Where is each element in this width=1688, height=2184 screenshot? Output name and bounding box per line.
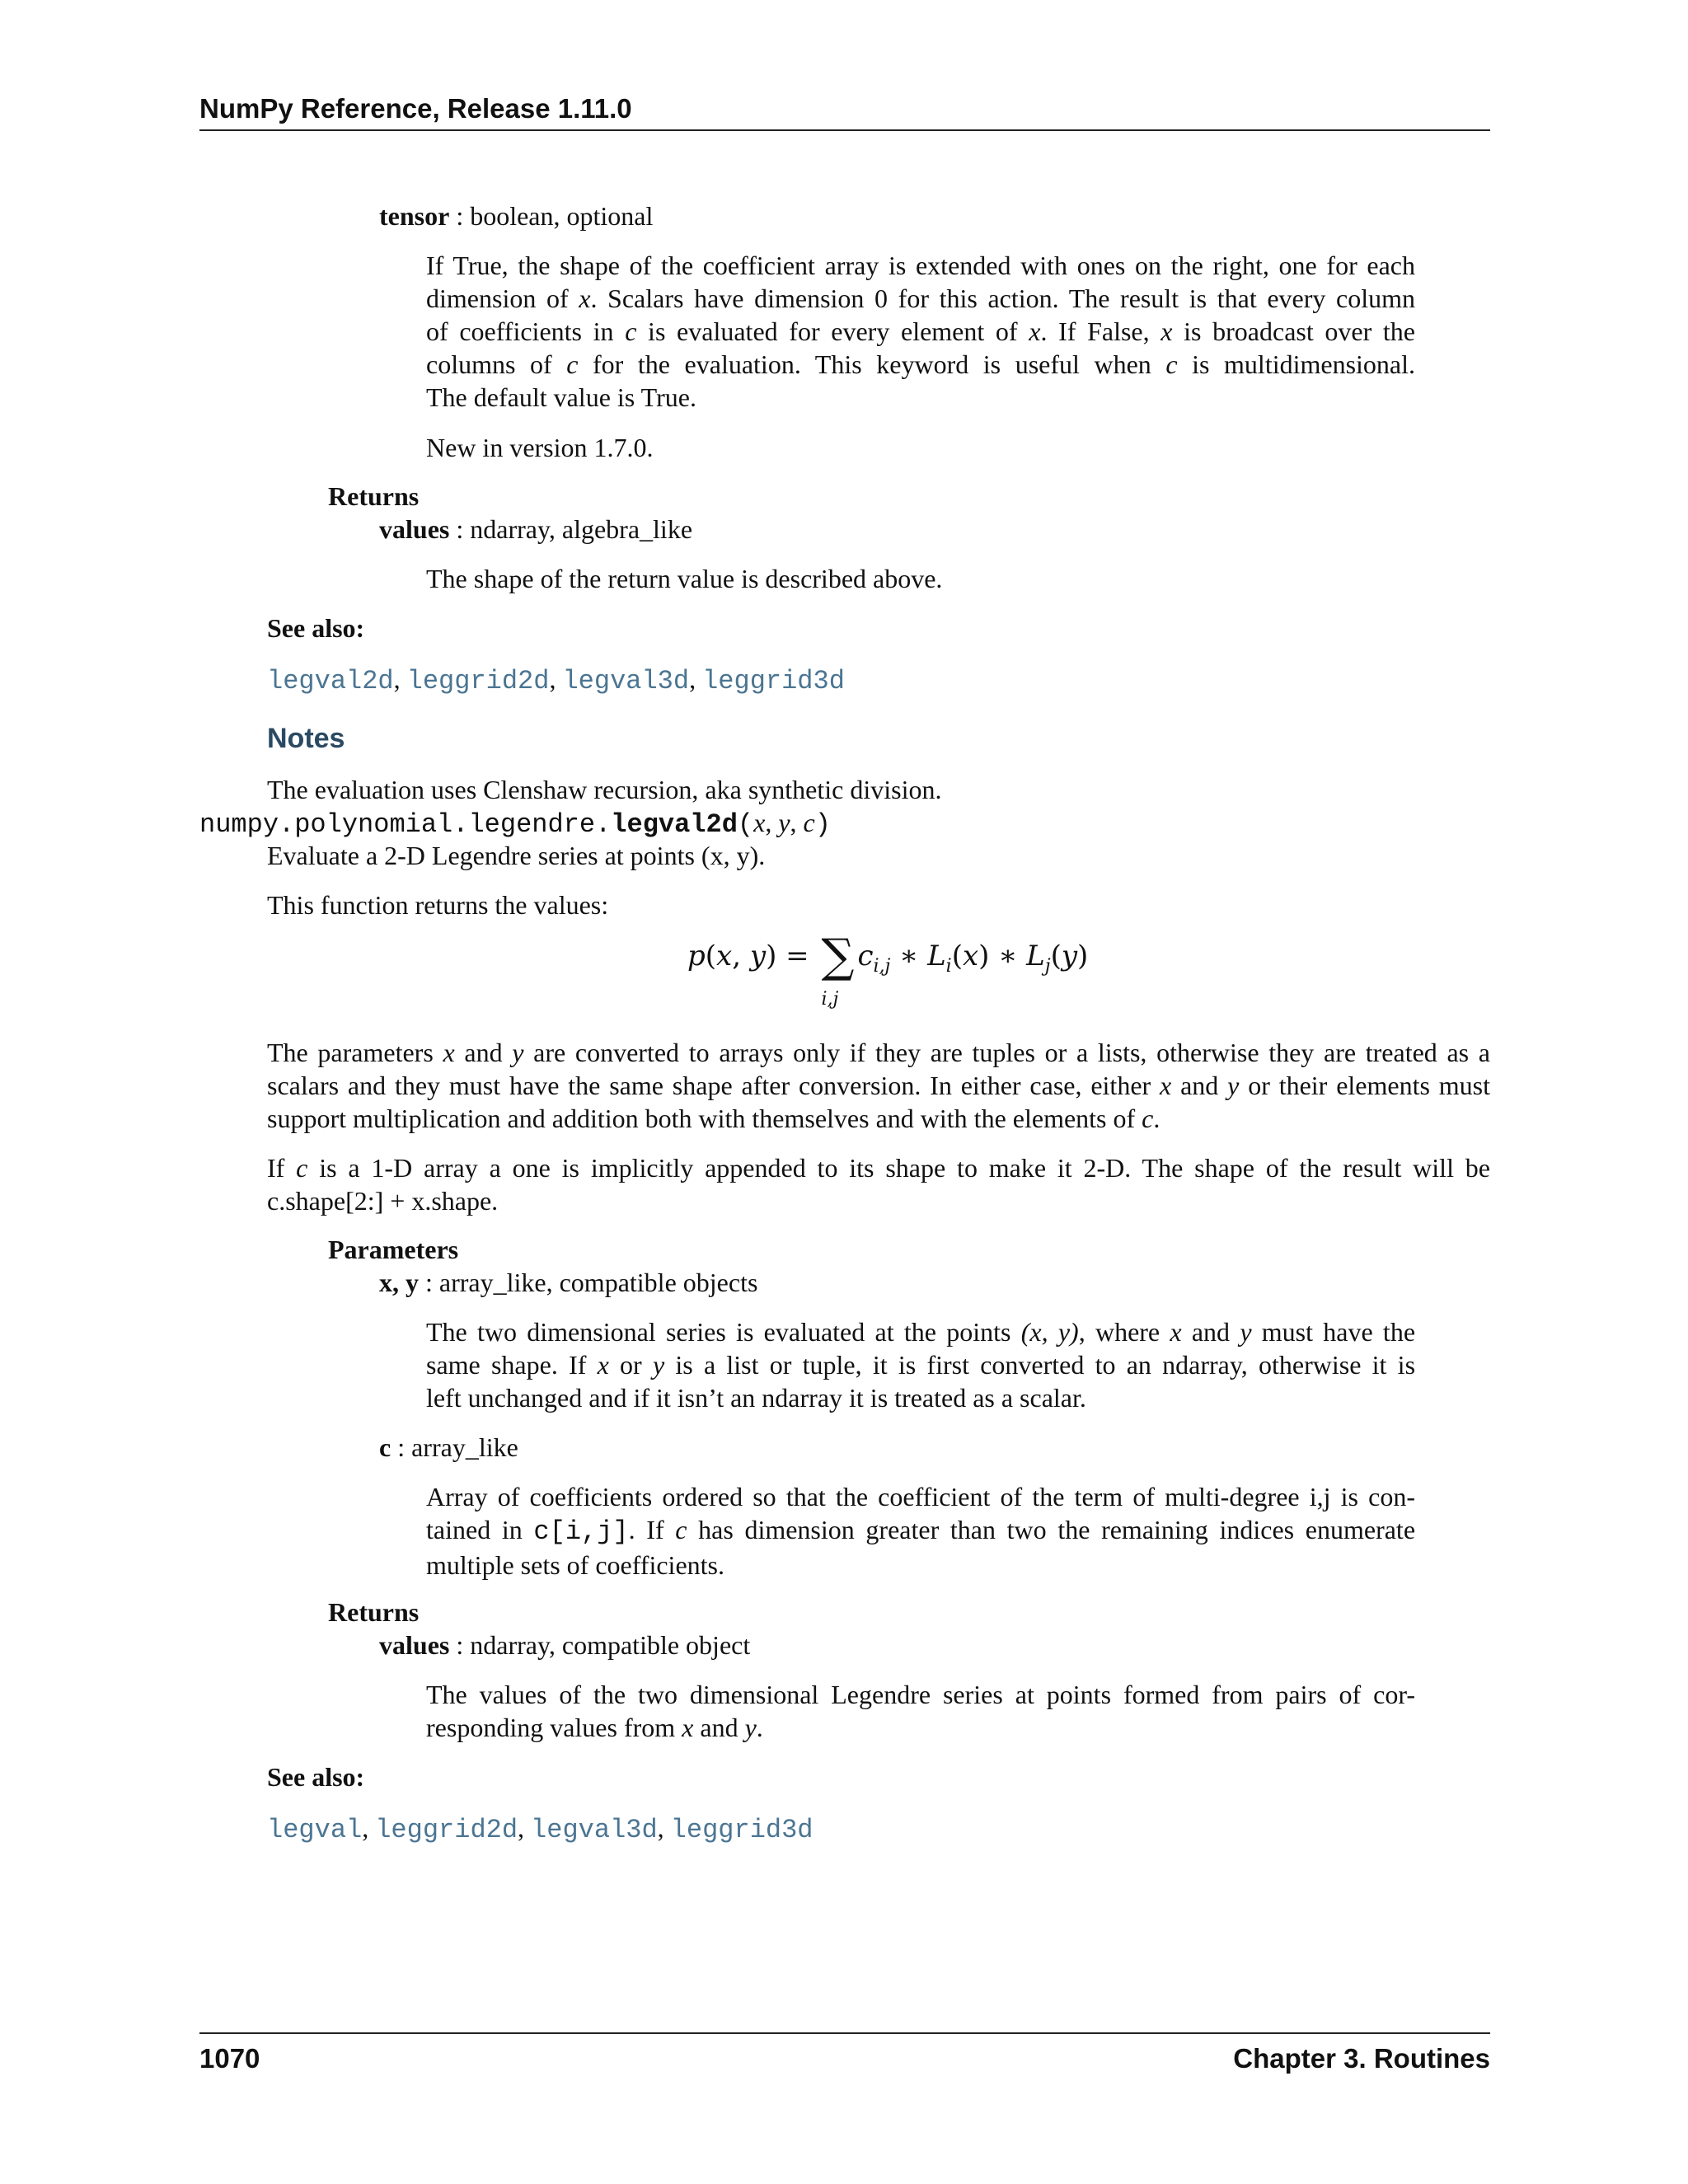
desc-line: same shape. If x or y is a list or tuple, it is first converted to an ndarray, otherwise it is	[426, 1350, 1416, 1380]
param-name: tensor	[379, 201, 450, 231]
see-also-links: legval2d, leggrid2d, legval3d, leggrid3d	[267, 664, 845, 696]
desc-line: dimension of x. Scalars have dimension 0 for this action. The result is that every column	[426, 284, 1416, 313]
see-also-link[interactable]: leggrid2d	[406, 666, 550, 696]
param-name: values	[379, 514, 450, 544]
returns-description	[426, 1678, 1415, 1744]
returns-param	[379, 513, 692, 546]
tensor-description	[426, 249, 1415, 414]
see-also-heading: See also:	[267, 613, 365, 643]
param-type: : ndarray, compatible object	[449, 1630, 751, 1660]
desc-line: If c is a 1-D array a one is implicitly appended to its shape to make it 2-D. The shape of the result will be	[267, 1153, 1491, 1183]
see-also-link[interactable]: leggrid3d	[670, 1815, 814, 1845]
see-also-heading: See also:	[267, 1762, 365, 1792]
desc-line: support multiplication and addition both with themselves and with the elements of c.	[267, 1104, 1160, 1133]
desc-line: c.shape[2:] + x.shape.	[267, 1186, 499, 1216]
see-also-link[interactable]: legval	[267, 1815, 363, 1845]
desc-line: The values of the two dimensional Legendre series at points formed from pairs of cor-	[426, 1680, 1415, 1709]
param-name: x, y	[379, 1268, 419, 1297]
param-c	[379, 1431, 518, 1464]
see-also-links: legval, leggrid2d, legval3d, leggrid3d	[267, 1813, 814, 1845]
returns-heading: Returns	[328, 481, 420, 511]
formula: p(x, y) = ∑ i,j $c_{i,j}$ ∗ $L_i(x)$ ∗ $L_j(y)$	[687, 930, 1089, 1010]
desc-line: of coefficients in c is evaluated for every element of x. If False, x is broadcast over the	[426, 316, 1415, 346]
header-rule	[199, 129, 1490, 131]
desc-line: multiple sets of coefficients.	[426, 1550, 724, 1580]
inline-code: c[i,j]	[533, 1516, 629, 1547]
footer-rule	[199, 2032, 1490, 2034]
see-also-link[interactable]: legval2d	[267, 666, 394, 696]
function-signature: numpy.polynomial.legendre.legval2d(x, y, c)	[199, 808, 831, 840]
desc-line: Array of coefficients ordered so that the coefficient of the term of multi-degree i,j is con-	[426, 1482, 1415, 1511]
running-header: NumPy Reference, Release 1.11.0	[199, 93, 632, 124]
version-note: New in version 1.7.0.	[426, 433, 654, 462]
shape-paragraph	[267, 1151, 1490, 1217]
desc-line: columns of c for the evaluation. This keyword is useful when c is multidimensional.	[426, 349, 1416, 379]
returns-intro: This function returns the values:	[267, 890, 609, 920]
arg: x	[753, 808, 766, 837]
arg: y	[778, 808, 790, 837]
param-name: c	[379, 1432, 392, 1462]
module-prefix: numpy.polynomial.legendre.	[199, 809, 612, 840]
see-also-link[interactable]: legval3d	[531, 1815, 658, 1845]
desc-line: The parameters x and y are converted to arrays only if they are tuples or a lists, otherwise they are treated as a	[267, 1038, 1491, 1067]
see-also-link[interactable]: leggrid2d	[375, 1815, 518, 1845]
returns-heading: Returns	[328, 1597, 420, 1627]
param-c-description	[426, 1480, 1415, 1582]
function-name: legval2d	[611, 809, 738, 840]
notes-heading: Notes	[267, 723, 345, 754]
param-xy-description	[426, 1315, 1415, 1414]
param-type: : ndarray, algebra_like	[449, 514, 693, 544]
see-also-link[interactable]: legval3d	[562, 666, 690, 696]
desc-line: The two dimensional series is evaluated at the points (x, y), where x and y must have the	[426, 1317, 1416, 1347]
desc-line: The default value is True.	[426, 382, 696, 412]
desc-line: responding values from x and y.	[426, 1713, 763, 1742]
parameters-heading: Parameters	[328, 1235, 459, 1264]
notes-text: The evaluation uses Clenshaw recursion, aka synthetic division.	[267, 775, 942, 804]
param-name: values	[379, 1630, 450, 1660]
desc-line: tained in c[i,j]. If c has dimension greater than two the remaining indices enumerate	[426, 1515, 1416, 1547]
desc-line: If True, the shape of the coefficient array is extended with ones on the right, one for each	[426, 251, 1415, 280]
parameters-conversion-paragraph	[267, 1036, 1490, 1135]
param-type: : array_like	[391, 1432, 518, 1462]
param-type: : array_like, compatible objects	[419, 1268, 758, 1297]
desc-line: scalars and they must have the same shape after conversion. In either case, either x and y or their elements must	[267, 1071, 1491, 1100]
returns-param	[379, 1629, 750, 1661]
param-xy	[379, 1266, 757, 1299]
arg: c	[803, 808, 815, 837]
function-summary: Evaluate a 2-D Legendre series at points (x, y).	[267, 841, 766, 870]
page-number: 1070	[199, 2043, 260, 2074]
param-tensor	[379, 199, 653, 232]
see-also-link[interactable]: leggrid3d	[702, 666, 845, 696]
returns-description: The shape of the return value is described above.	[426, 564, 943, 593]
desc-line: left unchanged and if it isn’t an ndarray it is treated as a scalar.	[426, 1383, 1086, 1413]
param-type: : boolean, optional	[449, 201, 654, 231]
chapter-label: Chapter 3. Routines	[1233, 2043, 1490, 2074]
